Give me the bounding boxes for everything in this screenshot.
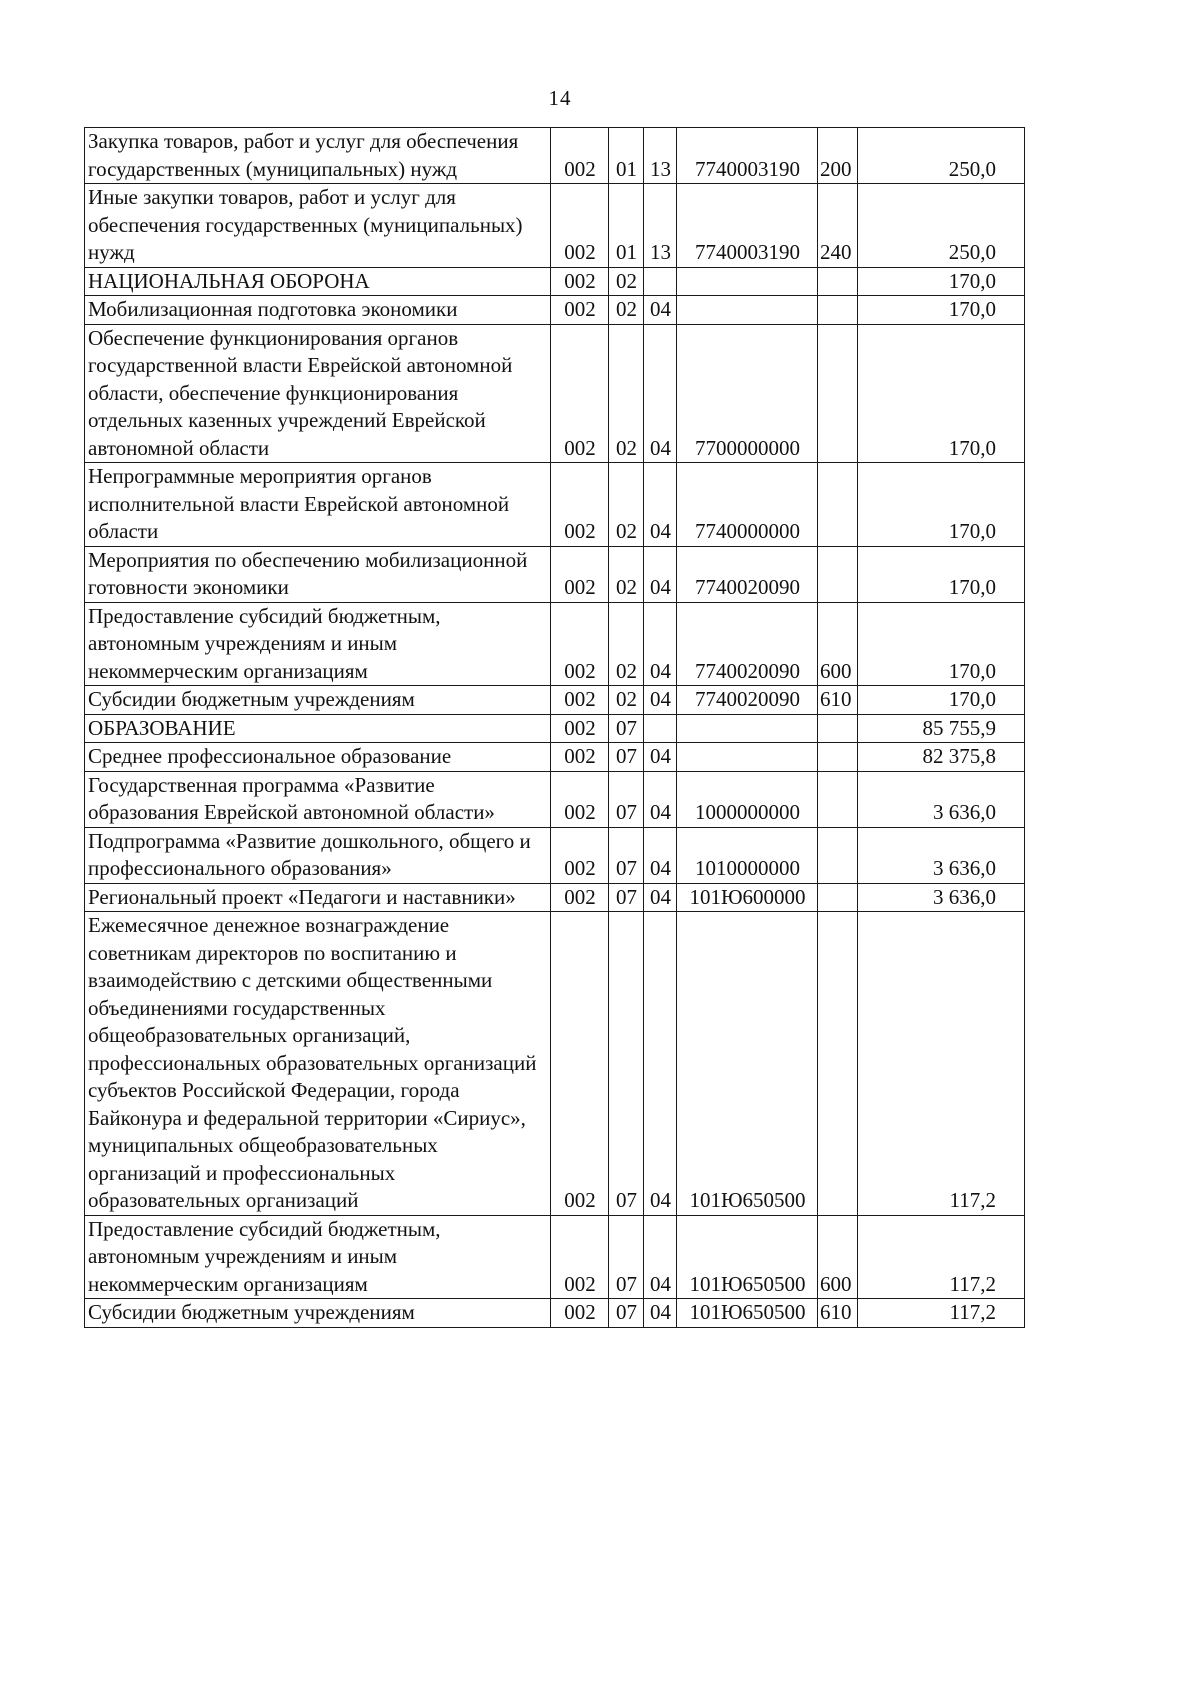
row-expense-type-code: 240	[818, 184, 858, 268]
row-subsection-code	[644, 267, 677, 296]
row-name	[85, 128, 551, 184]
row-section-code: 07	[609, 771, 644, 827]
row-amount: 170,0	[858, 686, 1025, 715]
row-subsection-code: 04	[644, 602, 677, 686]
row-name-text: Ежемесячное денежное вознаграждение советникам директоров по воспитанию и взаимодействию с детскими общественными объединениями государственных общеобразовательных организаций, профессиональных образовательных организаций субъектов Российской Федерации, города Байконура и федеральной территории «Сириус», муниципальных общеобразовательных организаций и профессиональных образовательных организаций	[88, 913, 537, 1212]
row-ved-code: 002	[551, 184, 609, 268]
row-expense-type-code	[818, 883, 858, 912]
table-row	[85, 714, 1025, 743]
row-target-article-code: 7740020090	[677, 686, 818, 715]
row-target-article-code	[677, 296, 818, 325]
table-row	[85, 546, 1025, 602]
row-subsection-code: 04	[644, 1299, 677, 1328]
row-ved-code: 002	[551, 296, 609, 325]
row-section-code: 01	[609, 184, 644, 268]
row-amount: 85 755,9	[858, 714, 1025, 743]
row-subsection-code: 04	[644, 912, 677, 1216]
row-subsection-code: 04	[644, 296, 677, 325]
row-name	[85, 1299, 551, 1328]
row-section-code: 07	[609, 714, 644, 743]
row-ved-code: 002	[551, 771, 609, 827]
table-row	[85, 463, 1025, 547]
row-name-text: Государственная программа «Развитие образования Еврейской автономной области»	[88, 772, 495, 824]
row-expense-type-code: 610	[818, 686, 858, 715]
row-ved-code: 002	[551, 1215, 609, 1299]
page-number: 14	[548, 86, 572, 110]
row-section-code: 07	[609, 743, 644, 772]
row-subsection-code: 04	[644, 771, 677, 827]
row-section-code: 01	[609, 128, 644, 184]
row-target-article-code: 7700000000	[677, 324, 818, 463]
row-target-article-code: 1000000000	[677, 771, 818, 827]
row-amount: 117,2	[858, 1299, 1025, 1328]
row-expense-type-code: 610	[818, 1299, 858, 1328]
row-target-article-code: 7740003190	[677, 128, 818, 184]
row-section-code: 02	[609, 267, 644, 296]
row-section-code: 02	[609, 546, 644, 602]
row-expense-type-code	[818, 463, 858, 547]
row-target-article-code: 1010000000	[677, 827, 818, 883]
row-ved-code: 002	[551, 827, 609, 883]
table-row	[85, 771, 1025, 827]
row-ved-code: 002	[551, 686, 609, 715]
row-name-text: Обеспечение функционирования органов государственной власти Еврейской автономной области, обеспечение функционирования отдельных казенных учреждений Еврейской автономной области	[88, 325, 513, 460]
row-amount: 170,0	[858, 267, 1025, 296]
row-ved-code: 002	[551, 267, 609, 296]
row-ved-code: 002	[551, 324, 609, 463]
row-ved-code: 002	[551, 128, 609, 184]
row-ved-code: 002	[551, 714, 609, 743]
row-name	[85, 296, 551, 325]
row-name-text: Закупка товаров, работ и услуг для обеспечения государственных (муниципальных) нужд	[88, 129, 519, 181]
row-subsection-code: 04	[644, 463, 677, 547]
row-subsection-code: 04	[644, 883, 677, 912]
row-name-text: НАЦИОНАЛЬНАЯ ОБОРОНА	[88, 268, 370, 293]
row-subsection-code: 13	[644, 128, 677, 184]
row-name	[85, 602, 551, 686]
row-ved-code: 002	[551, 463, 609, 547]
table-row	[85, 267, 1025, 296]
row-name	[85, 1215, 551, 1299]
row-section-code: 02	[609, 296, 644, 325]
row-name	[85, 184, 551, 268]
table-row	[85, 743, 1025, 772]
row-section-code: 02	[609, 686, 644, 715]
row-target-article-code	[677, 714, 818, 743]
row-name	[85, 714, 551, 743]
row-amount: 170,0	[858, 546, 1025, 602]
row-amount: 3 636,0	[858, 883, 1025, 912]
row-amount: 170,0	[858, 463, 1025, 547]
row-target-article-code: 7740020090	[677, 602, 818, 686]
row-amount: 117,2	[858, 1215, 1025, 1299]
table-row	[85, 602, 1025, 686]
row-subsection-code: 04	[644, 827, 677, 883]
row-expense-type-code	[818, 827, 858, 883]
row-name-text: Подпрограмма «Развитие дошкольного, общего и профессионального образования»	[88, 828, 531, 880]
row-expense-type-code	[818, 912, 858, 1216]
budget-table	[84, 127, 1025, 1328]
row-section-code: 07	[609, 912, 644, 1216]
row-name	[85, 686, 551, 715]
row-amount: 3 636,0	[858, 827, 1025, 883]
row-ved-code: 002	[551, 602, 609, 686]
row-amount: 170,0	[858, 324, 1025, 463]
row-name	[85, 771, 551, 827]
row-name	[85, 546, 551, 602]
row-target-article-code: 101Ю650500	[677, 912, 818, 1216]
row-amount: 3 636,0	[858, 771, 1025, 827]
row-subsection-code: 04	[644, 743, 677, 772]
row-name-text: Иные закупки товаров, работ и услуг для обеспечения государственных (муниципальных) нужд	[88, 185, 523, 264]
table-row	[85, 324, 1025, 463]
table-row	[85, 1215, 1025, 1299]
row-ved-code: 002	[551, 743, 609, 772]
row-target-article-code: 7740020090	[677, 546, 818, 602]
row-ved-code: 002	[551, 883, 609, 912]
row-section-code: 07	[609, 827, 644, 883]
row-amount: 250,0	[858, 128, 1025, 184]
budget-table-body	[85, 128, 1025, 1328]
row-section-code: 02	[609, 602, 644, 686]
row-subsection-code: 04	[644, 686, 677, 715]
row-expense-type-code: 200	[818, 128, 858, 184]
row-target-article-code	[677, 743, 818, 772]
row-expense-type-code	[818, 296, 858, 325]
row-name	[85, 324, 551, 463]
row-section-code: 07	[609, 883, 644, 912]
row-amount: 170,0	[858, 296, 1025, 325]
row-section-code: 07	[609, 1215, 644, 1299]
row-name-text: ОБРАЗОВАНИЕ	[88, 715, 236, 740]
row-name-text: Субсидии бюджетным учреждениям	[88, 687, 415, 711]
row-ved-code: 002	[551, 1299, 609, 1328]
row-ved-code: 002	[551, 912, 609, 1216]
row-name	[85, 912, 551, 1216]
row-name-text: Мероприятия по обеспечению мобилизационной готовности экономики	[88, 547, 528, 599]
row-expense-type-code: 600	[818, 1215, 858, 1299]
row-amount: 82 375,8	[858, 743, 1025, 772]
row-name	[85, 463, 551, 547]
row-target-article-code: 101Ю650500	[677, 1215, 818, 1299]
row-amount: 250,0	[858, 184, 1025, 268]
row-subsection-code	[644, 714, 677, 743]
row-section-code: 07	[609, 1299, 644, 1328]
row-name-text: Региональный проект «Педагоги и наставники»	[88, 884, 516, 909]
row-name	[85, 883, 551, 912]
table-row	[85, 184, 1025, 268]
row-amount: 170,0	[858, 602, 1025, 686]
row-name-text: Субсидии бюджетным учреждениям	[88, 1300, 415, 1324]
row-target-article-code: 7740003190	[677, 184, 818, 268]
row-target-article-code: 101Ю650500	[677, 1299, 818, 1328]
row-subsection-code: 04	[644, 1215, 677, 1299]
row-amount: 117,2	[858, 912, 1025, 1216]
row-section-code: 02	[609, 324, 644, 463]
row-subsection-code: 04	[644, 546, 677, 602]
table-row	[85, 1299, 1025, 1328]
table-row	[85, 128, 1025, 184]
row-target-article-code: 7740000000	[677, 463, 818, 547]
row-target-article-code: 101Ю600000	[677, 883, 818, 912]
row-expense-type-code	[818, 771, 858, 827]
row-name	[85, 267, 551, 296]
row-expense-type-code: 600	[818, 602, 858, 686]
row-expense-type-code	[818, 546, 858, 602]
row-section-code: 02	[609, 463, 644, 547]
row-name-text: Предоставление субсидий бюджетным, автономным учреждениям и иным некоммерческим организациям	[88, 603, 441, 683]
row-expense-type-code	[818, 743, 858, 772]
row-name-text: Непрограммные мероприятия органов исполнительной власти Еврейской автономной области	[88, 464, 510, 543]
table-row	[85, 686, 1025, 715]
row-name-text: Среднее профессиональное образование	[88, 744, 452, 768]
row-name	[85, 827, 551, 883]
table-row	[85, 912, 1025, 1216]
row-expense-type-code	[818, 324, 858, 463]
row-name	[85, 743, 551, 772]
row-subsection-code: 13	[644, 184, 677, 268]
row-ved-code: 002	[551, 546, 609, 602]
table-row	[85, 827, 1025, 883]
row-expense-type-code	[818, 267, 858, 296]
row-subsection-code: 04	[644, 324, 677, 463]
table-row	[85, 296, 1025, 325]
table-row	[85, 883, 1025, 912]
row-target-article-code	[677, 267, 818, 296]
row-name-text: Предоставление субсидий бюджетным, автономным учреждениям и иным некоммерческим организациям	[88, 1216, 441, 1296]
row-expense-type-code	[818, 714, 858, 743]
row-name-text: Мобилизационная подготовка экономики	[88, 297, 458, 321]
